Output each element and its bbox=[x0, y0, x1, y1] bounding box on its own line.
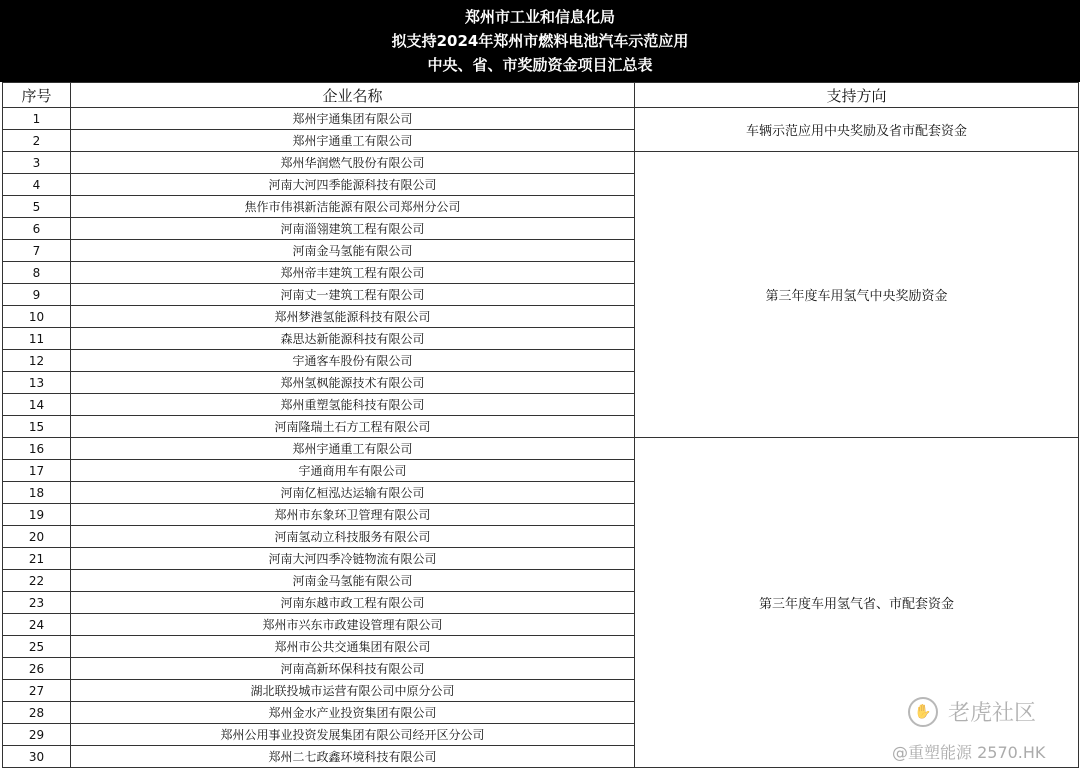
table-row bbox=[3, 438, 1079, 460]
company-name: 河南金马氢能有限公司 bbox=[71, 570, 635, 592]
row-index: 24 bbox=[3, 614, 71, 636]
title-bar bbox=[0, 0, 1080, 82]
company-name: 河南高新环保科技有限公司 bbox=[71, 658, 635, 680]
row-index: 6 bbox=[3, 218, 71, 240]
company-name: 宇通客车股份有限公司 bbox=[71, 350, 635, 372]
company-name: 郑州二七政鑫环境科技有限公司 bbox=[71, 746, 635, 768]
tiger-claw-icon: ✋ bbox=[908, 697, 938, 727]
row-index: 1 bbox=[3, 108, 71, 130]
support-direction: 车辆示范应用中央奖励及省市配套资金 bbox=[635, 108, 1079, 152]
row-index: 3 bbox=[3, 152, 71, 174]
title-line-1: 郑州市工业和信息化局 bbox=[464, 8, 615, 26]
row-index: 11 bbox=[3, 328, 71, 350]
row-index: 30 bbox=[3, 746, 71, 768]
row-index: 19 bbox=[3, 504, 71, 526]
row-index: 17 bbox=[3, 460, 71, 482]
row-index: 10 bbox=[3, 306, 71, 328]
row-index: 23 bbox=[3, 592, 71, 614]
company-name: 郑州市东象环卫管理有限公司 bbox=[71, 504, 635, 526]
row-index: 4 bbox=[3, 174, 71, 196]
company-name: 河南淄翎建筑工程有限公司 bbox=[71, 218, 635, 240]
row-index: 9 bbox=[3, 284, 71, 306]
company-name: 宇通商用车有限公司 bbox=[71, 460, 635, 482]
row-index: 28 bbox=[3, 702, 71, 724]
header-company-name: 企业名称 bbox=[71, 83, 635, 108]
company-name: 河南大河四季能源科技有限公司 bbox=[71, 174, 635, 196]
row-index: 26 bbox=[3, 658, 71, 680]
company-name: 郑州公用事业投资发展集团有限公司经开区分公司 bbox=[71, 724, 635, 746]
title-line-3: 中央、省、市奖励资金项目汇总表 bbox=[427, 56, 653, 74]
row-index: 12 bbox=[3, 350, 71, 372]
company-name: 河南亿桓泓达运输有限公司 bbox=[71, 482, 635, 504]
row-index: 13 bbox=[3, 372, 71, 394]
title-line-2: 拟支持2024年郑州市燃料电池汽车示范应用 bbox=[391, 32, 689, 50]
row-index: 18 bbox=[3, 482, 71, 504]
support-direction: 第三年度车用氢气中央奖励资金 bbox=[635, 152, 1079, 438]
header-support-direction: 支持方向 bbox=[635, 83, 1079, 108]
company-name: 河南金马氢能有限公司 bbox=[71, 240, 635, 262]
company-name: 焦作市伟祺新洁能源有限公司郑州分公司 bbox=[71, 196, 635, 218]
row-index: 25 bbox=[3, 636, 71, 658]
table-row bbox=[3, 108, 1079, 130]
row-index: 2 bbox=[3, 130, 71, 152]
company-name: 河南丈一建筑工程有限公司 bbox=[71, 284, 635, 306]
row-index: 5 bbox=[3, 196, 71, 218]
company-name: 郑州华润燃气股份有限公司 bbox=[71, 152, 635, 174]
support-direction: 第三年度车用氢气省、市配套资金 bbox=[635, 438, 1079, 768]
header-index: 序号 bbox=[3, 83, 71, 108]
row-index: 22 bbox=[3, 570, 71, 592]
company-name: 郑州宇通重工有限公司 bbox=[71, 438, 635, 460]
row-index: 27 bbox=[3, 680, 71, 702]
summary-table bbox=[2, 82, 1079, 768]
company-name: 河南大河四季冷链物流有限公司 bbox=[71, 548, 635, 570]
company-name: 郑州氢枫能源技术有限公司 bbox=[71, 372, 635, 394]
row-index: 29 bbox=[3, 724, 71, 746]
company-name: 森思达新能源科技有限公司 bbox=[71, 328, 635, 350]
row-index: 8 bbox=[3, 262, 71, 284]
company-name: 郑州帝丰建筑工程有限公司 bbox=[71, 262, 635, 284]
company-name: 郑州重塑氢能科技有限公司 bbox=[71, 394, 635, 416]
row-index: 20 bbox=[3, 526, 71, 548]
company-name: 河南氢动立科技服务有限公司 bbox=[71, 526, 635, 548]
company-name: 郑州金水产业投资集团有限公司 bbox=[71, 702, 635, 724]
row-index: 14 bbox=[3, 394, 71, 416]
company-name: 河南东越市政工程有限公司 bbox=[71, 592, 635, 614]
company-name: 郑州宇通重工有限公司 bbox=[71, 130, 635, 152]
company-name: 河南隆瑞土石方工程有限公司 bbox=[71, 416, 635, 438]
watermark-text: 老虎社区 bbox=[948, 701, 1037, 726]
company-name: 郑州梦港氢能源科技有限公司 bbox=[71, 306, 635, 328]
row-index: 7 bbox=[3, 240, 71, 262]
row-index: 21 bbox=[3, 548, 71, 570]
table-header-row bbox=[3, 83, 1079, 108]
row-index: 16 bbox=[3, 438, 71, 460]
watermark bbox=[908, 696, 1036, 727]
watermark-subtext: @重塑能源 2570.HK bbox=[892, 743, 1046, 762]
row-index: 15 bbox=[3, 416, 71, 438]
company-name: 郑州市公共交通集团有限公司 bbox=[71, 636, 635, 658]
company-name: 郑州宇通集团有限公司 bbox=[71, 108, 635, 130]
table-row bbox=[3, 152, 1079, 174]
company-name: 湖北联投城市运营有限公司中原分公司 bbox=[71, 680, 635, 702]
company-name: 郑州市兴东市政建设管理有限公司 bbox=[71, 614, 635, 636]
table-body bbox=[3, 108, 1079, 768]
